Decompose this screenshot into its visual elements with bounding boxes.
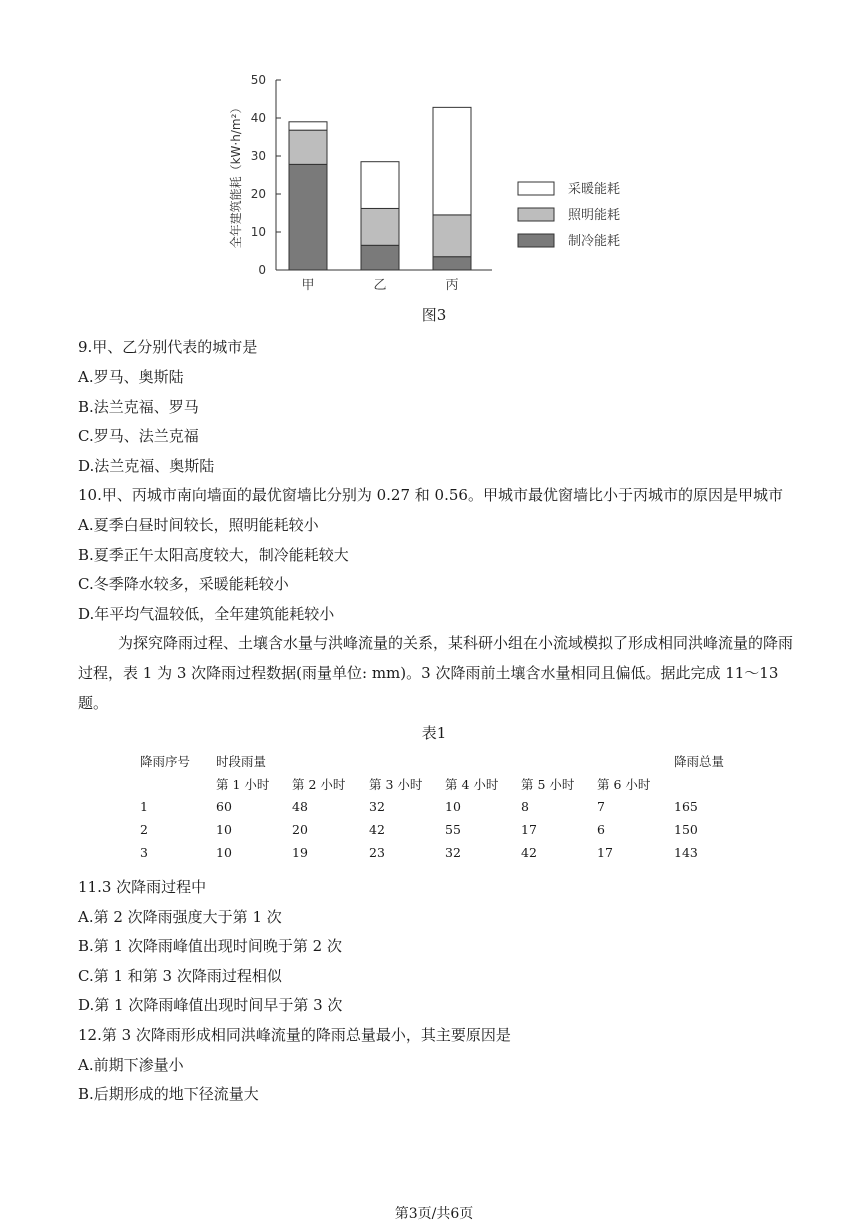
table-cell: 6 bbox=[597, 822, 605, 837]
table-header-seq: 降雨序号 bbox=[140, 754, 191, 769]
table-header-hour: 第 4 小时 bbox=[445, 777, 499, 792]
y-axis-label: 全年建筑能耗（kW·h/m²） bbox=[229, 101, 243, 249]
q11-option-d: D.第 1 次降雨峰值出现时间早于第 3 次 bbox=[78, 996, 343, 1014]
bar-segment bbox=[361, 245, 399, 270]
bar-segment bbox=[289, 164, 327, 270]
table-header-period: 时段雨量 bbox=[216, 754, 267, 769]
bar-segment bbox=[361, 208, 399, 245]
table-cell: 10 bbox=[216, 845, 232, 860]
table-cell: 32 bbox=[445, 845, 461, 860]
table-cell-total: 150 bbox=[674, 822, 698, 837]
q10-stem: 10.甲、丙城市南向墙面的最优窗墙比分别为 0.27 和 0.56。甲城市最优窗墙比小于丙城市的原因是甲城市 bbox=[78, 486, 783, 504]
table-cell: 32 bbox=[369, 799, 385, 814]
q11-stem: 11.3 次降雨过程中 bbox=[78, 878, 207, 896]
table-cell-seq: 3 bbox=[140, 845, 148, 860]
y-tick-label: 50 bbox=[250, 73, 266, 87]
figure-caption: 图3 bbox=[421, 306, 447, 324]
table-header-hour: 第 3 小时 bbox=[369, 777, 423, 792]
table-header-hour: 第 2 小时 bbox=[292, 777, 346, 792]
q11-option-c: C.第 1 和第 3 次降雨过程相似 bbox=[78, 967, 282, 985]
intro-paragraph: 为探究降雨过程、土壤含水量与洪峰流量的关系，某科研小组在小流域模拟了形成相同洪峰流量的降雨过程，表 1 为 3 次降雨过程数据(雨量单位: mm)。3 次降雨前土壤含水量相同且偏低。据此完成 11～13 题。 bbox=[78, 634, 794, 712]
bar-segment bbox=[433, 215, 471, 257]
table-cell: 60 bbox=[216, 799, 232, 814]
y-tick-label: 20 bbox=[250, 187, 266, 201]
table-cell: 17 bbox=[597, 845, 613, 860]
table-cell: 10 bbox=[445, 799, 461, 814]
q10-option-a: A.夏季白昼时间较长，照明能耗较小 bbox=[78, 516, 319, 534]
page-number: 第3页/共6页 bbox=[394, 1206, 474, 1222]
q10-option-d: D.年平均气温较低，全年建筑能耗较小 bbox=[78, 605, 335, 623]
legend-label: 照明能耗 bbox=[568, 208, 621, 223]
legend-label: 制冷能耗 bbox=[568, 234, 621, 249]
y-tick-label: 10 bbox=[250, 225, 266, 239]
table-cell: 17 bbox=[521, 822, 537, 837]
legend-swatch bbox=[518, 182, 554, 195]
q9-option-b: B.法兰克福、罗马 bbox=[78, 398, 199, 416]
q11-option-b: B.第 1 次降雨峰值出现时间晚于第 2 次 bbox=[78, 937, 342, 955]
table-cell-seq: 1 bbox=[140, 799, 148, 814]
q12-option-b: B.后期形成的地下径流量大 bbox=[78, 1085, 259, 1103]
table-cell: 20 bbox=[292, 822, 308, 837]
q9-stem: 9.甲、乙分别代表的城市是 bbox=[78, 338, 258, 356]
bar-segment bbox=[289, 130, 327, 164]
y-tick-label: 30 bbox=[250, 149, 266, 163]
bar-segment bbox=[433, 257, 471, 270]
table-header-total: 降雨总量 bbox=[674, 754, 725, 769]
q9-option-a: A.罗马、奥斯陆 bbox=[78, 368, 184, 386]
table-header-hour: 第 6 小时 bbox=[597, 777, 651, 792]
legend-label: 采暖能耗 bbox=[568, 182, 621, 197]
table-cell: 55 bbox=[445, 822, 461, 837]
bar-segment bbox=[433, 107, 471, 215]
table-cell: 48 bbox=[292, 799, 308, 814]
bar-segment bbox=[361, 162, 399, 209]
q9-option-c: C.罗马、法兰克福 bbox=[78, 427, 199, 445]
y-tick-label: 40 bbox=[250, 111, 266, 125]
table-caption: 表1 bbox=[421, 724, 447, 742]
table-cell-total: 143 bbox=[674, 845, 698, 860]
x-tick-label: 乙 bbox=[373, 278, 387, 293]
legend-swatch bbox=[518, 234, 554, 247]
energy-chart-svg bbox=[226, 70, 646, 300]
table-cell: 7 bbox=[597, 799, 605, 814]
table-cell: 23 bbox=[369, 845, 385, 860]
table-cell-total: 165 bbox=[674, 799, 698, 814]
table-cell: 42 bbox=[521, 845, 537, 860]
table-header-hour: 第 1 小时 bbox=[216, 777, 270, 792]
x-tick-label: 甲 bbox=[301, 278, 315, 293]
legend-swatch bbox=[518, 208, 554, 221]
table-header-hour: 第 5 小时 bbox=[521, 777, 575, 792]
q12-option-a: A.前期下渗量小 bbox=[78, 1056, 184, 1074]
table-cell: 19 bbox=[292, 845, 308, 860]
table-cell: 8 bbox=[521, 799, 529, 814]
q11-option-a: A.第 2 次降雨强度大于第 1 次 bbox=[78, 908, 282, 926]
bar-segment bbox=[289, 122, 327, 130]
x-tick-label: 丙 bbox=[445, 278, 459, 293]
q10-option-c: C.冬季降水较多，采暖能耗较小 bbox=[78, 575, 289, 593]
q10-option-b: B.夏季正午太阳高度较大，制冷能耗较大 bbox=[78, 546, 349, 564]
table-cell: 42 bbox=[369, 822, 385, 837]
table-cell: 10 bbox=[216, 822, 232, 837]
y-tick-label: 0 bbox=[258, 263, 266, 277]
table-cell-seq: 2 bbox=[140, 822, 148, 837]
q9-option-d: D.法兰克福、奥斯陆 bbox=[78, 457, 215, 475]
q12-stem: 12.第 3 次降雨形成相同洪峰流量的降雨总量最小，其主要原因是 bbox=[78, 1026, 511, 1044]
energy-chart bbox=[226, 70, 646, 300]
